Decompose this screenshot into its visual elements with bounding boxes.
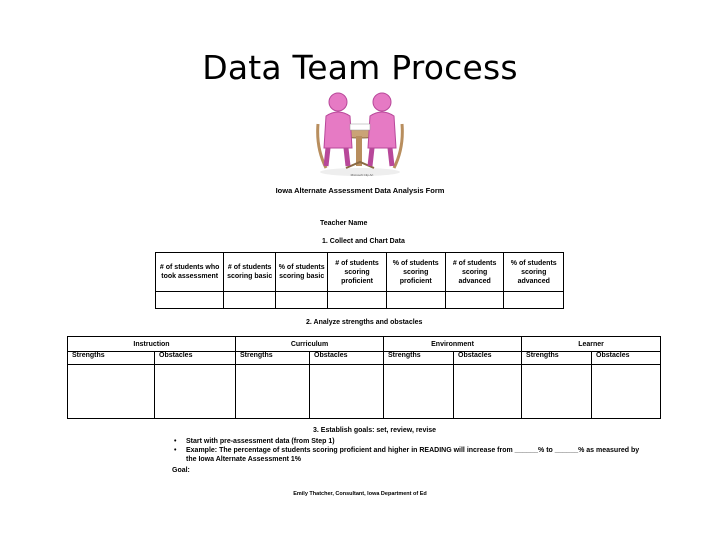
bullet-icon: •: [174, 447, 177, 454]
group-instruction: Instruction: [68, 337, 236, 352]
step-3-heading: 3. Establish goals: set, review, revise: [313, 427, 437, 434]
header-students-took: # of students who took assessment: [156, 253, 224, 292]
table-row: [68, 365, 661, 419]
cell: [328, 292, 386, 309]
strengths-label: Strengths: [522, 352, 592, 365]
bullet-icon: •: [174, 438, 177, 445]
slide-title: Data Team Process: [202, 48, 518, 87]
table-row: [156, 292, 564, 309]
group-environment: Environment: [384, 337, 522, 352]
teacher-name-label: Teacher Name: [320, 220, 368, 227]
strengths-label: Strengths: [68, 352, 155, 365]
cell: [386, 292, 445, 309]
step-2-heading: 2. Analyze strengths and obstacles: [306, 319, 423, 326]
list-item: [172, 437, 642, 446]
form-title: Iowa Alternate Assessment Data Analysis Form: [275, 186, 445, 195]
strengths-label: Strengths: [236, 352, 310, 365]
header-number-advanced: # of students scoring advanced: [445, 253, 504, 292]
cell: [236, 365, 310, 419]
group-learner: Learner: [522, 337, 661, 352]
obstacles-label: Obstacles: [592, 352, 661, 365]
header-number-proficient: # of students scoring proficient: [328, 253, 386, 292]
header-percent-proficient: % of students scoring proficient: [386, 253, 445, 292]
list-item: [172, 446, 642, 464]
cell: [224, 292, 276, 309]
cell: [384, 365, 454, 419]
data-chart-table: [155, 252, 564, 309]
goal-bullets: [172, 437, 642, 464]
header-percent-advanced: % of students scoring advanced: [504, 253, 564, 292]
footer-credit: Emily Thatcher, Consultant, Iowa Department of Ed: [293, 491, 427, 497]
clipart-caption: Microsoft Clip Art: [350, 173, 374, 177]
cell: [68, 365, 155, 419]
two-people-at-table-clipart: [312, 88, 408, 178]
cell: [522, 365, 592, 419]
cell: [155, 365, 236, 419]
group-curriculum: Curriculum: [236, 337, 384, 352]
cell: [156, 292, 224, 309]
cell: [310, 365, 384, 419]
header-percent-basic: % of students scoring basic: [275, 253, 327, 292]
step-1-heading: 1. Collect and Chart Data: [322, 238, 405, 245]
cell: [275, 292, 327, 309]
cell: [592, 365, 661, 419]
goal-label: Goal:: [172, 467, 190, 474]
cell: [454, 365, 522, 419]
obstacles-label: Obstacles: [310, 352, 384, 365]
bullet-text: Start with pre-assessment data (from Step 1): [186, 438, 335, 445]
bullet-text: Example: The percentage of students scoring proficient and higher in READING will increase from ______% to ______% as measured by the Iowa Alternate Assessment 1%: [186, 447, 640, 463]
strengths-label: Strengths: [384, 352, 454, 365]
strengths-obstacles-table: [67, 336, 661, 419]
obstacles-label: Obstacles: [155, 352, 236, 365]
cell: [504, 292, 564, 309]
obstacles-label: Obstacles: [454, 352, 522, 365]
header-number-basic: # of students scoring basic: [224, 253, 276, 292]
cell: [445, 292, 504, 309]
